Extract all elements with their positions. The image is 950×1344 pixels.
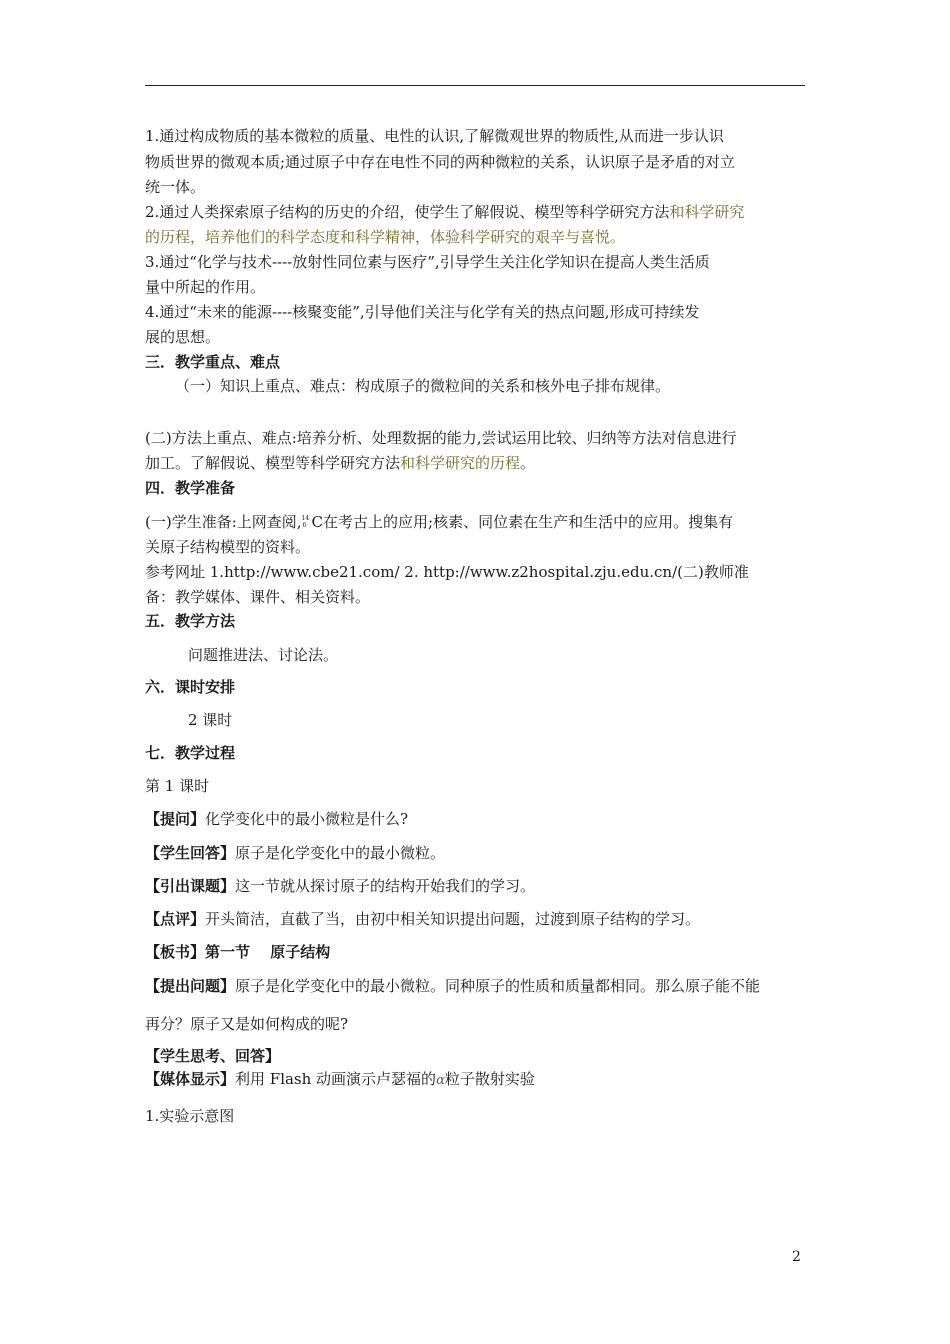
media-tag: 【媒体显示】: [145, 1070, 236, 1088]
goal-3-line-2: 量中所起的作用。: [145, 278, 266, 296]
think-line: [145, 1044, 810, 1068]
section-4-para-2-line-2: 备：教学媒体、课件、相关资料。: [145, 588, 371, 606]
page-number: 2: [792, 1249, 801, 1265]
answer-tag: 【学生回答】: [145, 844, 236, 862]
section-4-para-1-line-1: [145, 510, 810, 534]
goal-2-text: 2.通过人类探索原子结构的历史的介绍，使学生了解假说、模型等科学研究方法: [145, 203, 670, 221]
intro-tag: 【引出课题】: [145, 877, 236, 895]
comment-tag: 【点评】: [145, 910, 206, 928]
section-5-title: 五．教学方法: [145, 612, 236, 630]
section-4-para-2-line-1: 参考网址 1.http://www.cbe21.com/ 2. http://www.z2hospital.zju.edu.cn/(二)教师准: [145, 563, 749, 581]
goal-1-line-2: 物质世界的微观本质;通过原子中存在电性不同的两种微粒的关系，认识原子是矛盾的对立: [145, 153, 736, 171]
comment-line: [145, 907, 810, 931]
question-line-2: 再分？原子又是如何构成的呢?: [145, 1015, 349, 1033]
think-tag: 【学生思考、回答】: [145, 1047, 281, 1065]
section-4-title: 四．教学准备: [145, 479, 236, 497]
goal-3-line-1: 3.通过“化学与技术----放射性同位素与医疗”,引导学生关注化学知识在提高人类生活质: [145, 253, 710, 271]
section-4-para-1-text: (一)学生准备:上网查阅,: [145, 513, 302, 531]
section-3-title: 三．教学重点、难点: [145, 353, 281, 371]
question-text: 原子是化学变化中的最小微粒。同种原子的性质和质量都相同。那么原子能不能: [235, 977, 761, 995]
board-tag: 【板书】第一节 原子结构: [145, 943, 331, 961]
ask-line: [145, 807, 810, 831]
section-7-title: 七．教学过程: [145, 744, 236, 762]
section-3-para-2-highlight: 和科学研究的历程: [400, 454, 521, 472]
section-6-title: 六．课时安排: [145, 678, 236, 696]
goal-4-line-2: 展的思想。: [145, 328, 221, 346]
goal-2-line-2: 的历程，培养他们的科学态度和科学精神，体验科学研究的艰辛与喜悦。: [145, 228, 626, 246]
ask-tag: 【提问】: [145, 810, 206, 828]
isotope-mass: 14: [301, 515, 310, 522]
section-3-para-2-end: 。: [520, 454, 536, 472]
intro-line: [145, 874, 810, 898]
goal-4-line-1: 4.通过“未来的能源----核聚变能”,引导他们关注与化学有关的热点问题,形成可持续发: [145, 303, 700, 321]
board-line: [145, 940, 810, 964]
section-4-para-1-line-2: 关原子结构模型的资料。: [145, 538, 311, 556]
goal-1-line-3: 统一体。: [145, 178, 206, 196]
header-rule: [145, 85, 805, 86]
isotope-number: 6: [302, 522, 307, 529]
section-5-para: 问题推进法、讨论法。: [188, 646, 339, 664]
figure-caption: 1.实验示意图: [145, 1107, 235, 1125]
answer-text: 原子是化学变化中的最小微粒。: [235, 844, 446, 862]
question-tag: 【提出问题】: [145, 977, 236, 995]
answer-line: [145, 841, 810, 865]
goal-2-line-1: [145, 200, 810, 224]
section-3-para-2-line-2: [145, 451, 810, 475]
comment-text: 开头简洁，直截了当，由初中相关知识提出问题，过渡到原子结构的学习。: [205, 910, 701, 928]
section-4-para-1-rest: C在考古上的应用;核素、同位素在生产和生活中的应用。搜集有: [311, 513, 734, 531]
media-text-rest: 粒子散射实验: [444, 1070, 535, 1088]
isotope-notation: [301, 515, 312, 529]
question-line-1: [145, 974, 810, 998]
alpha-symbol: α: [436, 1073, 445, 1088]
section-3-para-1: （一）知识上重点、难点：构成原子的微粒间的关系和核外电子排布规律。: [175, 377, 671, 395]
media-text: 利用 Flash 动画演示卢瑟福的: [235, 1070, 437, 1088]
section-3-para-2-line-1: (二)方法上重点、难点:培养分析、处理数据的能力,尝试运用比较、归纳等方法对信息进行: [145, 429, 737, 447]
lesson-label: 第 1 课时: [145, 777, 210, 795]
section-3-para-2-text: 加工。了解假说、模型等科学研究方法: [145, 454, 401, 472]
section-6-para: 2 课时: [188, 711, 233, 729]
goal-1-line-1: 1.通过构成物质的基本微粒的质量、电性的认识,了解微观世界的物质性,从而进一步认识: [145, 127, 724, 145]
goal-2-highlight: 和科学研究: [669, 203, 745, 221]
ask-text: 化学变化中的最小微粒是什么?: [205, 810, 409, 828]
media-line: [145, 1067, 810, 1093]
intro-text: 这一节就从探讨原子的结构开始我们的学习。: [235, 877, 536, 895]
